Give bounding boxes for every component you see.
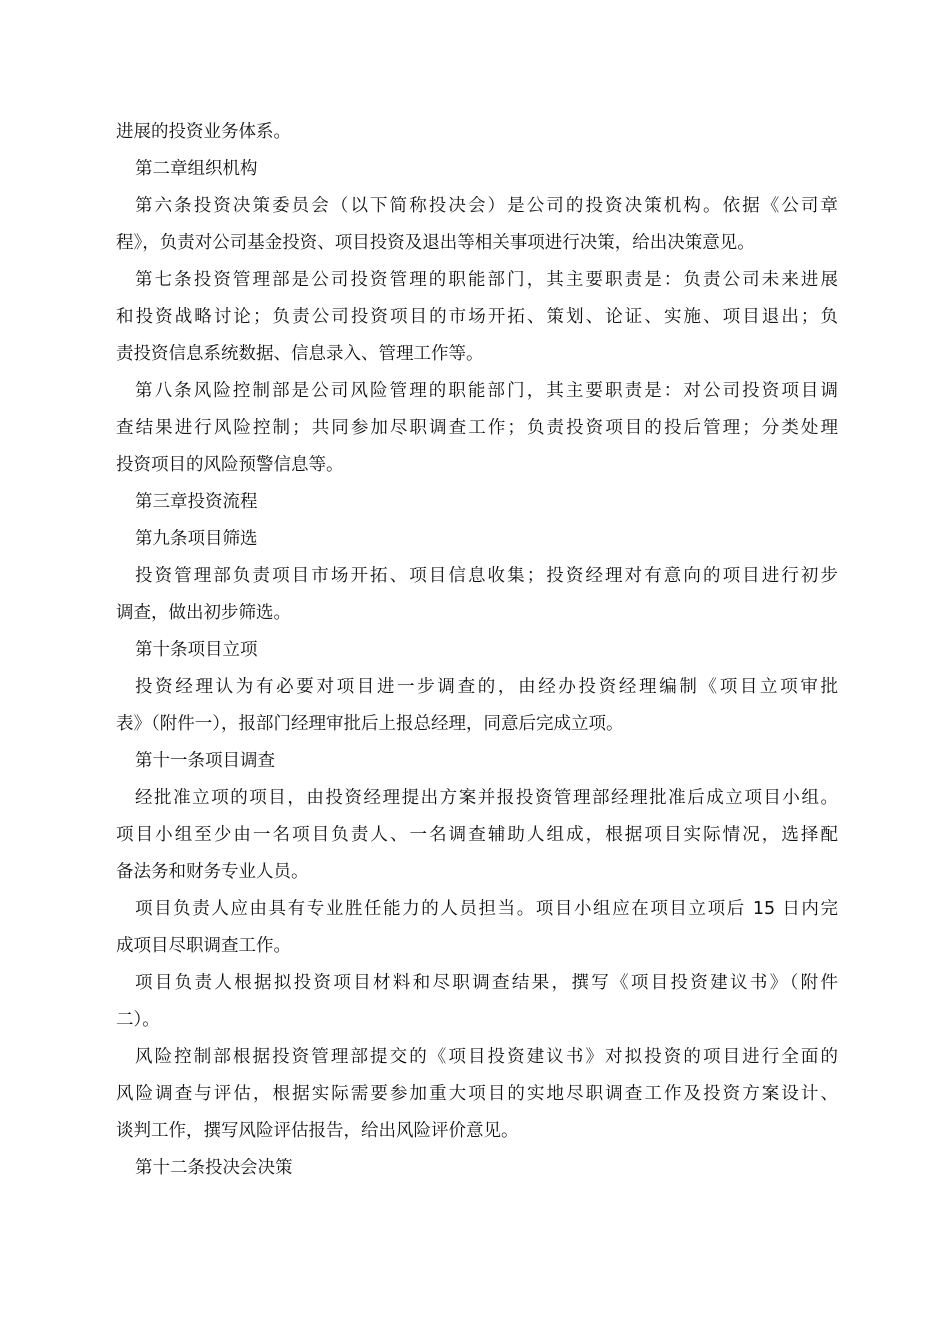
article-10-line-1: 投资经理认为有必要对项目进一步调查的，由经办投资经理编制《项目立项审批	[135, 677, 838, 697]
article-11-line-1: 经批准立项的项目，由投资经理提出方案并报投资管理部经理批准后成立项目小组。	[135, 788, 838, 808]
article-8-line-1: 第八条风险控制部是公司风险管理的职能部门，其主要职责是：对公司投资项目调	[135, 381, 838, 401]
article-11-line-6: 项目负责人根据拟投资项目材料和尽职调查结果，撰写《项目投资建议书》（附件	[135, 973, 838, 993]
article-11-line-5: 成项目尽职调查工作。	[116, 936, 291, 956]
chapter-heading: 第二章组织机构	[135, 159, 258, 179]
article-heading: 第十二条投决会决策	[135, 1158, 293, 1178]
article-6-line-1: 第六条投资决策委员会（以下简称投决会）是公司的投资决策机构。依据《公司章	[135, 196, 838, 216]
article-7-line-1: 第七条投资管理部是公司投资管理的职能部门，其主要职责是：负责公司未来进展	[135, 270, 838, 290]
article-10-line-2: 表》（附件一），报部门经理审批后上报总经理，同意后完成立项。	[116, 714, 624, 734]
article-11-line-7: 二）。	[116, 1010, 160, 1030]
article-7-line-3: 责投资信息系统数据、信息录入、管理工作等。	[116, 344, 484, 364]
article-8-line-2: 查结果进行风险控制；共同参加尽职调查工作；负责投资项目的投后管理；分类处理	[116, 418, 838, 438]
article-11-line-2: 项目小组至少由一名项目负责人、一名调查辅助人组成，根据项目实际情况，选择配	[116, 825, 838, 845]
article-heading: 第十一条项目调查	[135, 751, 275, 771]
article-9-line-2: 调查，做出初步筛选。	[116, 603, 291, 623]
article-9-line-1: 投资管理部负责项目市场开拓、项目信息收集；投资经理对有意向的项目进行初步	[135, 566, 838, 586]
article-heading: 第九条项目筛选	[135, 529, 258, 549]
article-heading: 第十条项目立项	[135, 640, 258, 660]
article-11-line-3: 备法务和财务专业人员。	[116, 862, 309, 882]
paragraph-continuation: 进展的投资业务体系。	[116, 122, 291, 142]
article-7-line-2: 和投资战略讨论；负责公司投资项目的市场开拓、策划、论证、实施、项目退出；负	[116, 307, 838, 327]
article-11-line-8: 风险控制部根据投资管理部提交的《项目投资建议书》对拟投资的项目进行全面的	[135, 1047, 838, 1067]
article-11-line-9: 风险调查与评估，根据实际需要参加重大项目的实地尽职调查工作及投资方案设计、	[116, 1084, 838, 1104]
chapter-heading: 第三章投资流程	[135, 492, 258, 512]
article-8-line-3: 投资项目的风险预警信息等。	[116, 455, 344, 475]
article-11-line-4: 项目负责人应由具有专业胜任能力的人员担当。项目小组应在项目立项后 15 日内完	[135, 899, 838, 919]
article-6-line-2: 程》，负责对公司基金投资、项目投资及退出等相关事项进行决策，给出决策意见。	[116, 233, 755, 253]
article-11-line-10: 谈判工作，撰写风险评估报告，给出风险评价意见。	[116, 1121, 519, 1141]
